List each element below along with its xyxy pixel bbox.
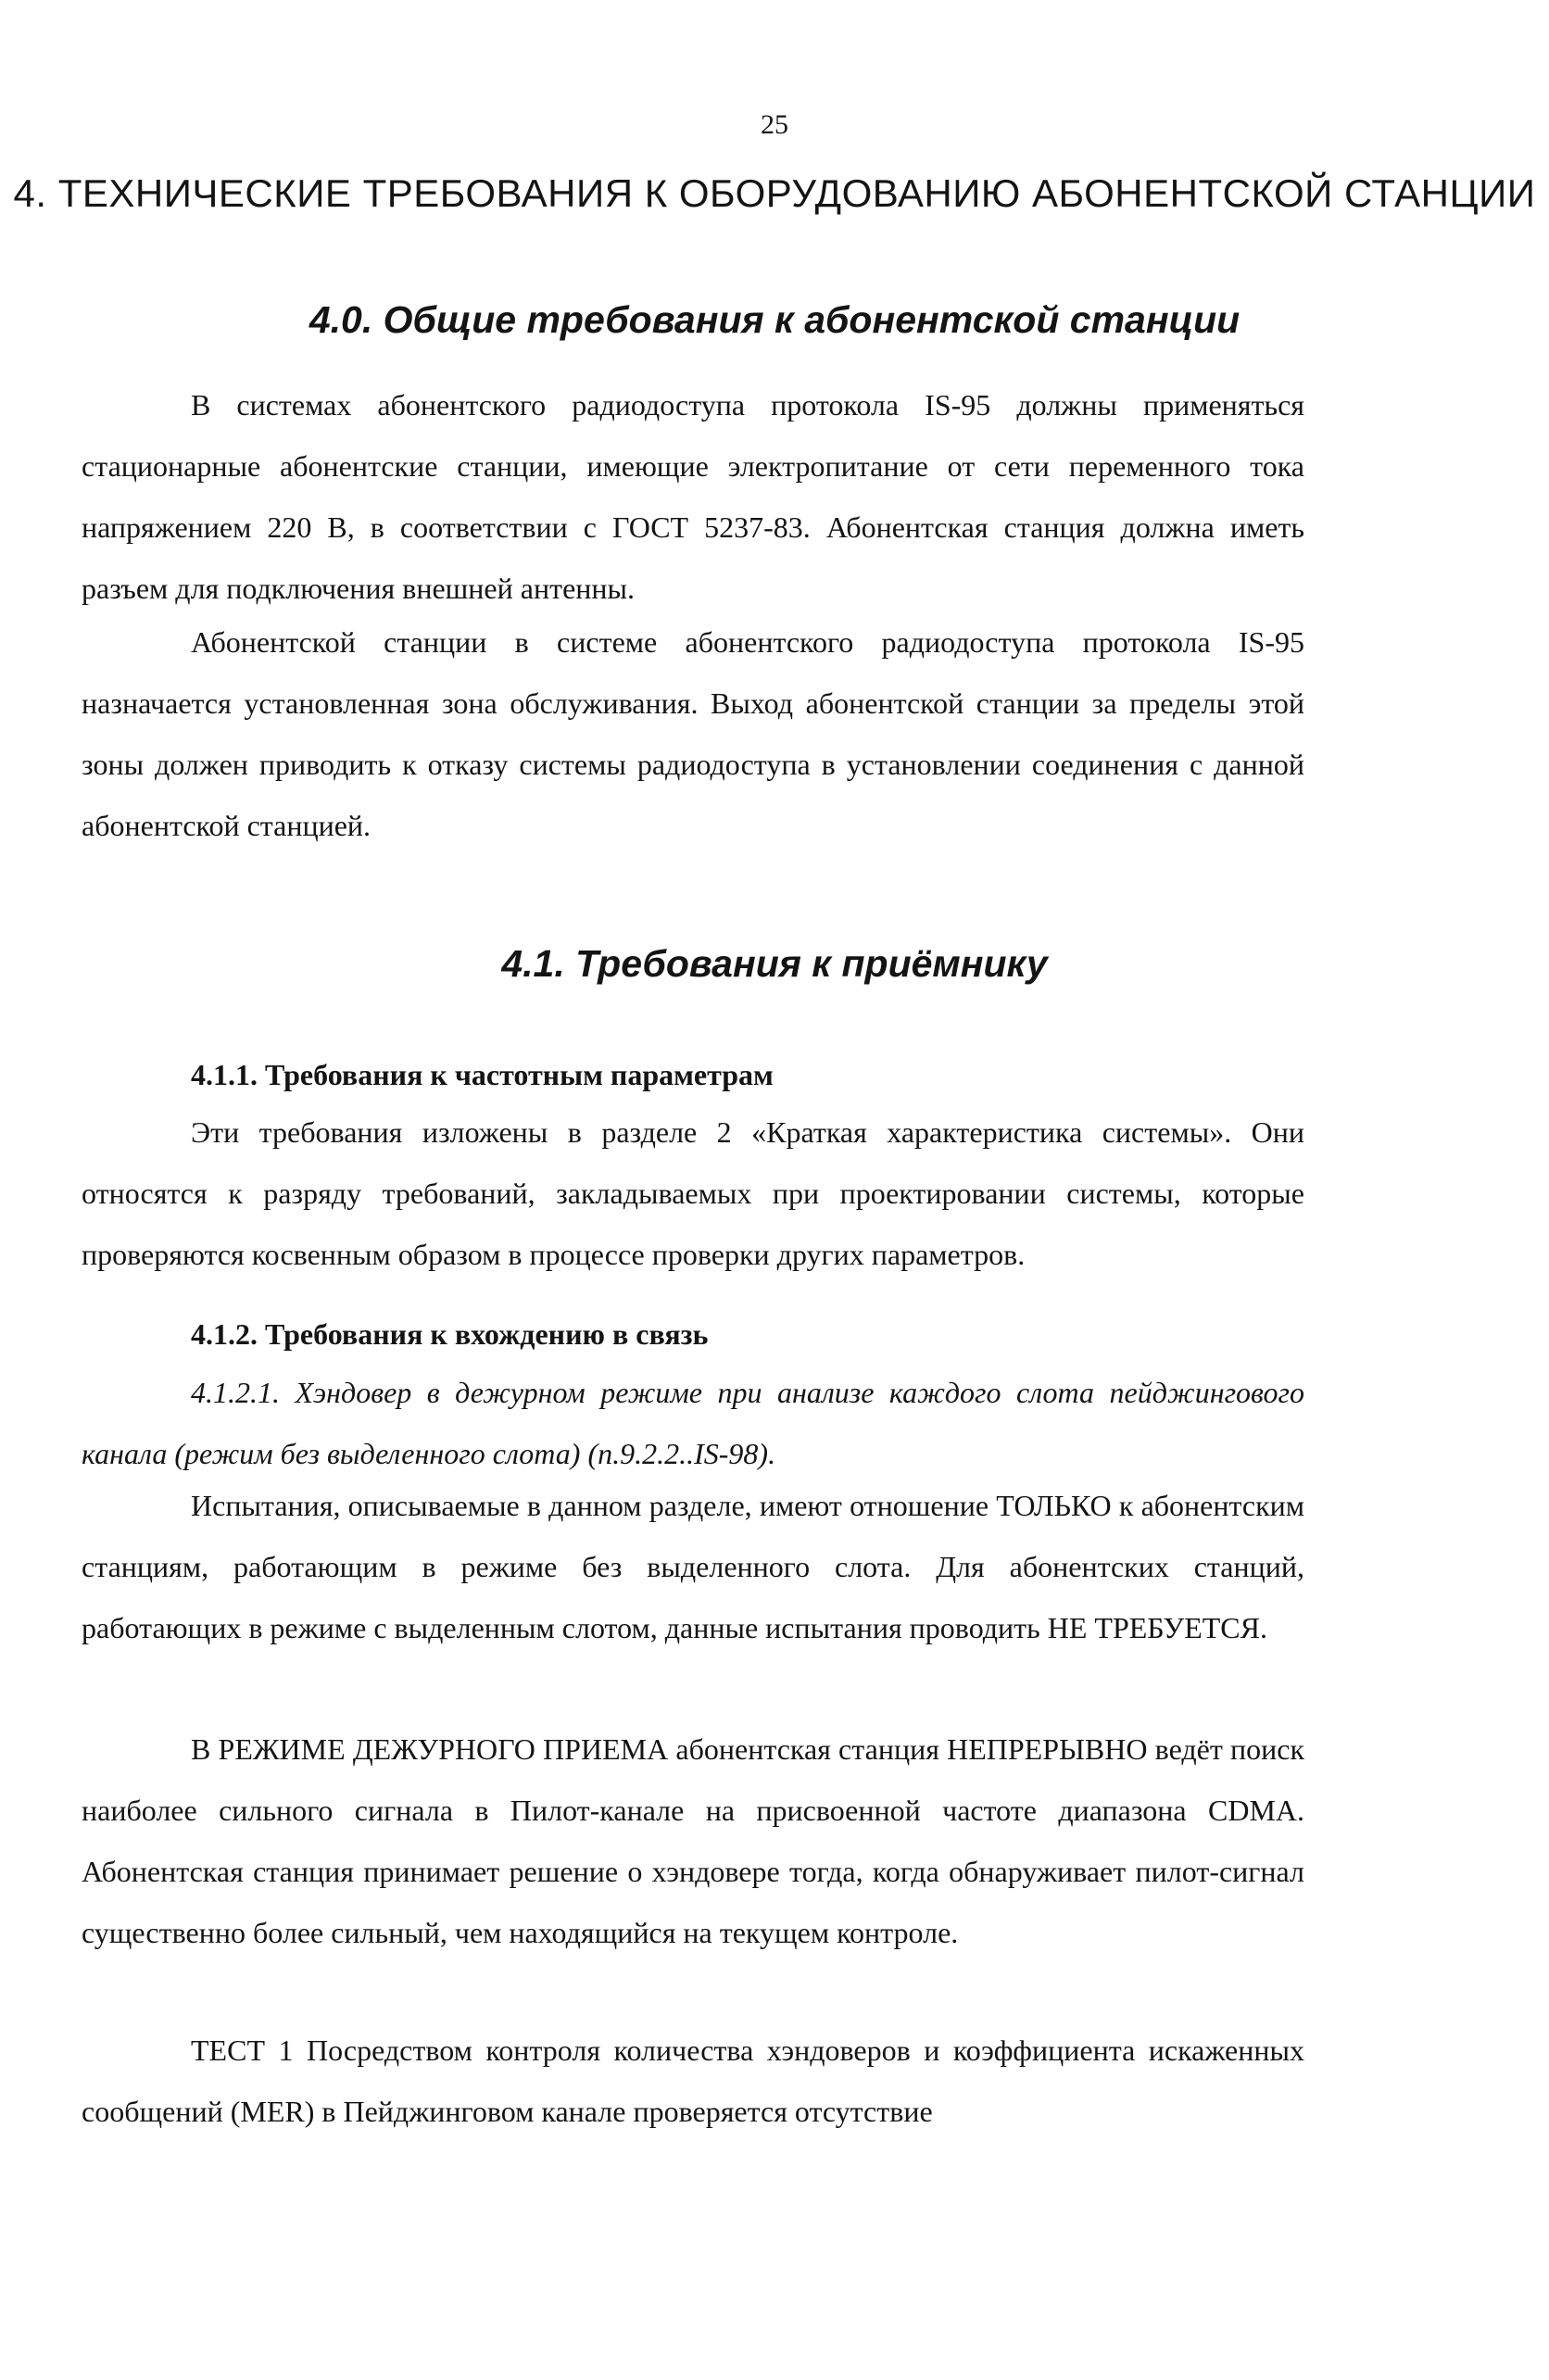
section-title-4-0: 4.0. Общие требования к абонентской станции	[309, 298, 1240, 341]
chapter-title: 4. ТЕХНИЧЕСКИЕ ТРЕБОВАНИЯ К ОБОРУДОВАНИЮ АБОНЕНТСКОЙ СТАНЦИИ	[13, 171, 1536, 215]
paragraph-idle-mode: В РЕЖИМЕ ДЕЖУРНОГО ПРИЕМА абонентская станция НЕПРЕРЫВНО ведёт поиск наиболее сильного сигнала в Пилот-канале на присвоенной частоте диапазона CDMA. Абонентская станция принимает решение о хэндовере тогда, когда обнаруживает пилот-сигнал существенно более сильный, чем находящийся на текущем контроле.	[82, 1732, 1304, 1949]
paragraph-tests-scope: Испытания, описываемые в данном разделе, имеют отношение ТОЛЬКО к абонентским станциям, работающим в режиме без выделенного слота. Для абонентских станций, работающих в режиме с выделенным слотом, данные испытания проводить НЕ ТРЕБУЕТСЯ.	[82, 1489, 1304, 1644]
subsection-heading-4-1-2-1: 4.1.2.1. Хэндовер в дежурном режиме при анализе каждого слота пейджингового канала (режим без выделенного слота) (п.9.2.2..IS-98).	[82, 1376, 1304, 1470]
paragraph-frequency-params: Эти требования изложены в разделе 2 «Краткая характеристика системы». Они относятся к разряду требований, закладываемых при проектировании системы, которые проверяются косвенным образом в процессе проверки других параметров.	[82, 1115, 1304, 1271]
paragraph-power-requirements: В системах абонентского радиодоступа протокола IS-95 должны применяться стационарные абонентские станции, имеющие электропитание от сети переменного тока напряжением 220 В, в соответствии с ГОСТ 5237-83. Абонентская станция должна иметь разъем для подключения внешней антенны.	[82, 388, 1304, 605]
section-title-4-1: 4.1. Требования к приёмнику	[501, 942, 1048, 985]
paragraph-test-1: ТЕСТ 1 Посредством контроля количества хэндоверов и коэффициента искаженных сообщений (MER) в Пейджинговом канале проверяется отсутствие	[82, 2034, 1304, 2128]
page-number: 25	[761, 109, 788, 140]
subsection-heading-4-1-2: 4.1.2. Требования к вхождению в связь	[191, 1317, 709, 1351]
paragraph-service-zone: Абонентской станции в системе абонентского радиодоступа протокола IS-95 назначается установленная зона обслуживания. Выход абонентской станции за пределы этой зоны должен приводить к отказу системы радиодоступа в установлении соединения с данной абонентской станцией.	[82, 625, 1304, 842]
subsection-heading-4-1-1: 4.1.1. Требования к частотным параметрам	[191, 1058, 774, 1091]
